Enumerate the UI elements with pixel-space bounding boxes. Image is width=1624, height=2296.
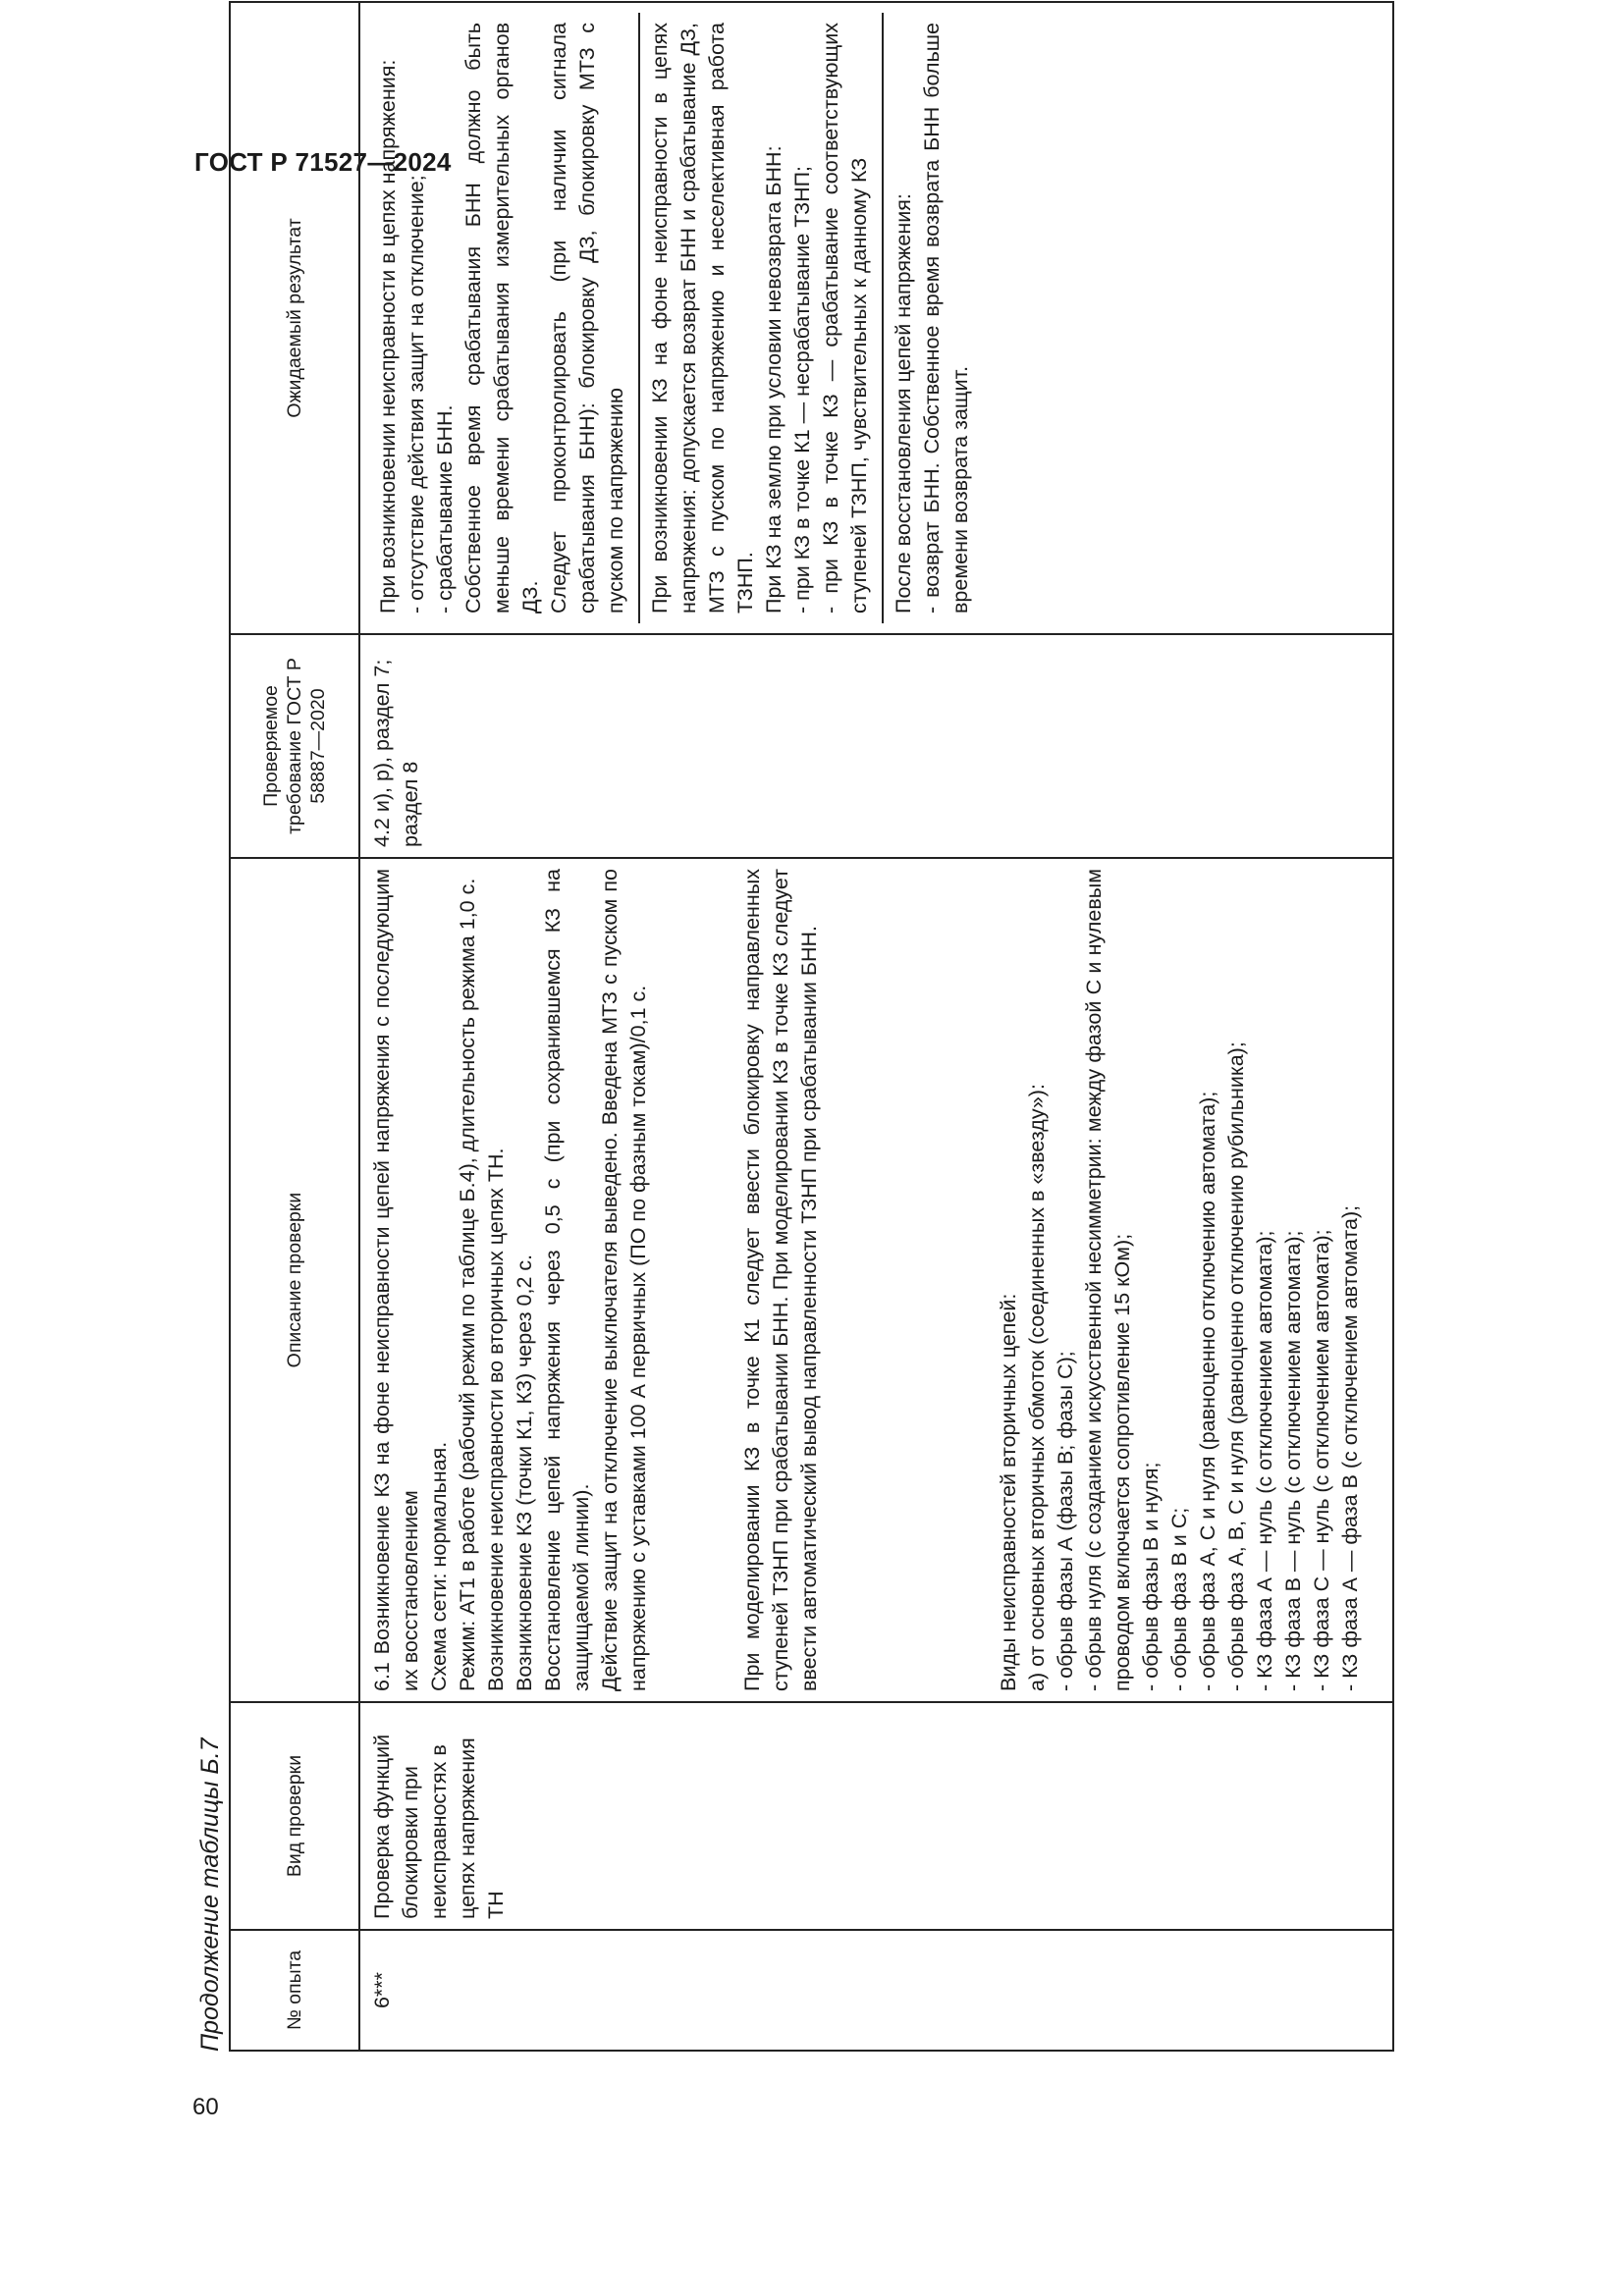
desc-line: Действие защит на отключение выключателя выведено. Введена МТЗ с пуском по напряжению с уставками 100 А первичных (ПО по фазным токам)/0,1 с. [598, 869, 650, 1691]
cell-requirement: 4.2 и), р), раздел 7; раздел 8 [359, 634, 1393, 858]
desc-line: Режим: АТ1 в работе (рабочий режим по таблице Б.4), длительность режима 1,0 с. [456, 878, 479, 1691]
cell-check-type: Проверка функций блокировки при неисправностях в цепях напряжения ТН [359, 1702, 1393, 1930]
result-line: - возврат БНН. Собственное время возврата БНН больше времени возврата защит. [920, 23, 972, 614]
result-line: Следует проконтролировать (при наличии сигнала срабатывания БНН): блокировку ДЗ, блокировку МТЗ с пуском по напряжению [547, 23, 627, 614]
desc-line: 6.1 Возникновение КЗ на фоне неисправности цепей напряжения с последующим их восстановлением [370, 869, 422, 1691]
spacer [881, 869, 909, 1691]
spacer [909, 869, 938, 1691]
spacer [710, 869, 738, 1691]
fault-list-item: Виды неисправностей вторичных цепей: [997, 1293, 1020, 1691]
cell-description [359, 858, 1393, 1702]
result-line: - срабатывание БНН. [433, 404, 457, 614]
result-line: При возникновении КЗ на фоне неисправности в цепях напряжения: допускается возврат БНН и срабатывание ДЗ, МТЗ с пуском по напряжению и неселективная работа ТЗНП. [648, 23, 757, 614]
fault-list-item: - обрыв нуля (с созданием искусственной несимметрии: между фазой С и нулевым проводом включается сопротивление 15 кОм); [1082, 869, 1134, 1691]
fault-list-item: - КЗ фаза А — нуль (с отключением автомата); [1253, 1230, 1276, 1691]
spacer [824, 869, 852, 1691]
cell-expected-result [359, 2, 1393, 634]
table-b7 [229, 1, 1394, 2052]
fault-list-item: - обрыв фаз А, С и нуля (равноценно отключению автомата); [1196, 1091, 1219, 1691]
table-header-row [230, 2, 359, 2051]
fault-list-item: - обрыв фаз А, В, С и нуля (равноценно отключению рубильника); [1224, 1041, 1248, 1691]
result-line: - при КЗ в точке К3 — срабатывание соответствующих ступеней ТЗНП, чувствительных к данному КЗ [819, 23, 871, 614]
fault-list-item: - КЗ фаза В — нуль (с отключением автомата); [1281, 1230, 1305, 1691]
spacer [938, 869, 966, 1691]
result-line: Собственное время срабатывания БНН должно быть меньше времени срабатывания измерительных органов ДЗ. [461, 23, 542, 614]
desc-line: Возникновение КЗ (точки К1, К3) через 0,2 с. [513, 1254, 536, 1691]
spacer [852, 869, 881, 1691]
result-block-fault [368, 13, 638, 623]
table-row [359, 2, 1393, 2051]
result-block-restore [882, 13, 983, 623]
fault-list-item: - КЗ фаза А — фаза В (с отключением автомата); [1338, 1204, 1362, 1691]
table-caption: Продолжение таблицы Б.7 [196, 1737, 224, 2052]
spacer [681, 869, 710, 1691]
col-header-type: Вид проверки [230, 1702, 359, 1930]
desc-line: Схема сети: нормальная. [427, 1441, 451, 1691]
page-number: 60 [192, 2094, 219, 2120]
desc-paragraph: При моделировании КЗ в точке К1 следует ввести блокировку направленных ступеней ТЗНП при срабатывании БНН. При моделировании КЗ в точке К3 следует ввести автоматический вывод направленности ТЗНП при срабатывании БНН. [740, 869, 821, 1691]
col-header-desc: Описание проверки [230, 858, 359, 1702]
result-line: При КЗ на землю при условии невозврата БНН: [762, 145, 785, 614]
col-header-result: Ожидаемый результат [230, 2, 359, 634]
desc-line: Возникновение неисправности во вторичных цепях ТН. [484, 1148, 508, 1691]
col-header-num: № опыта [230, 1930, 359, 2051]
fault-list-item: - КЗ фаза С — нуль (с отключением автомата); [1310, 1229, 1333, 1691]
rotated-table-area [187, 11, 1396, 2061]
result-line: - при КЗ в точке К1 — несрабатывание ТЗНП; [790, 165, 814, 614]
fault-list-item: - обрыв фаз В и С; [1167, 1507, 1191, 1691]
result-line: - отсутствие действия защит на отключение; [405, 175, 428, 614]
result-block-short-circuit [638, 13, 882, 623]
spacer [966, 869, 995, 1691]
fault-list-item: а) от основных вторичных обмоток (соединенных в «звезду»): [1025, 1084, 1049, 1691]
result-line: При возникновении неисправности в цепях напряжения: [376, 59, 400, 614]
result-line: После восстановления цепей напряжения: [892, 193, 915, 614]
cell-num: 6*** [359, 1930, 1393, 2051]
col-header-requirement: Проверяемое требование ГОСТ Р 58887—2020 [230, 634, 359, 858]
fault-list-item: - обрыв фазы А (фазы В; фазы С); [1054, 1351, 1077, 1691]
fault-list-item: - обрыв фазы В и нуля; [1139, 1462, 1163, 1691]
spacer [653, 869, 681, 1691]
document-code: ГОСТ Р 71527—2024 [194, 147, 452, 177]
desc-line: Восстановление цепей напряжения через 0,5 с (при сохранившемся КЗ на защищаемой линии). [541, 869, 593, 1691]
